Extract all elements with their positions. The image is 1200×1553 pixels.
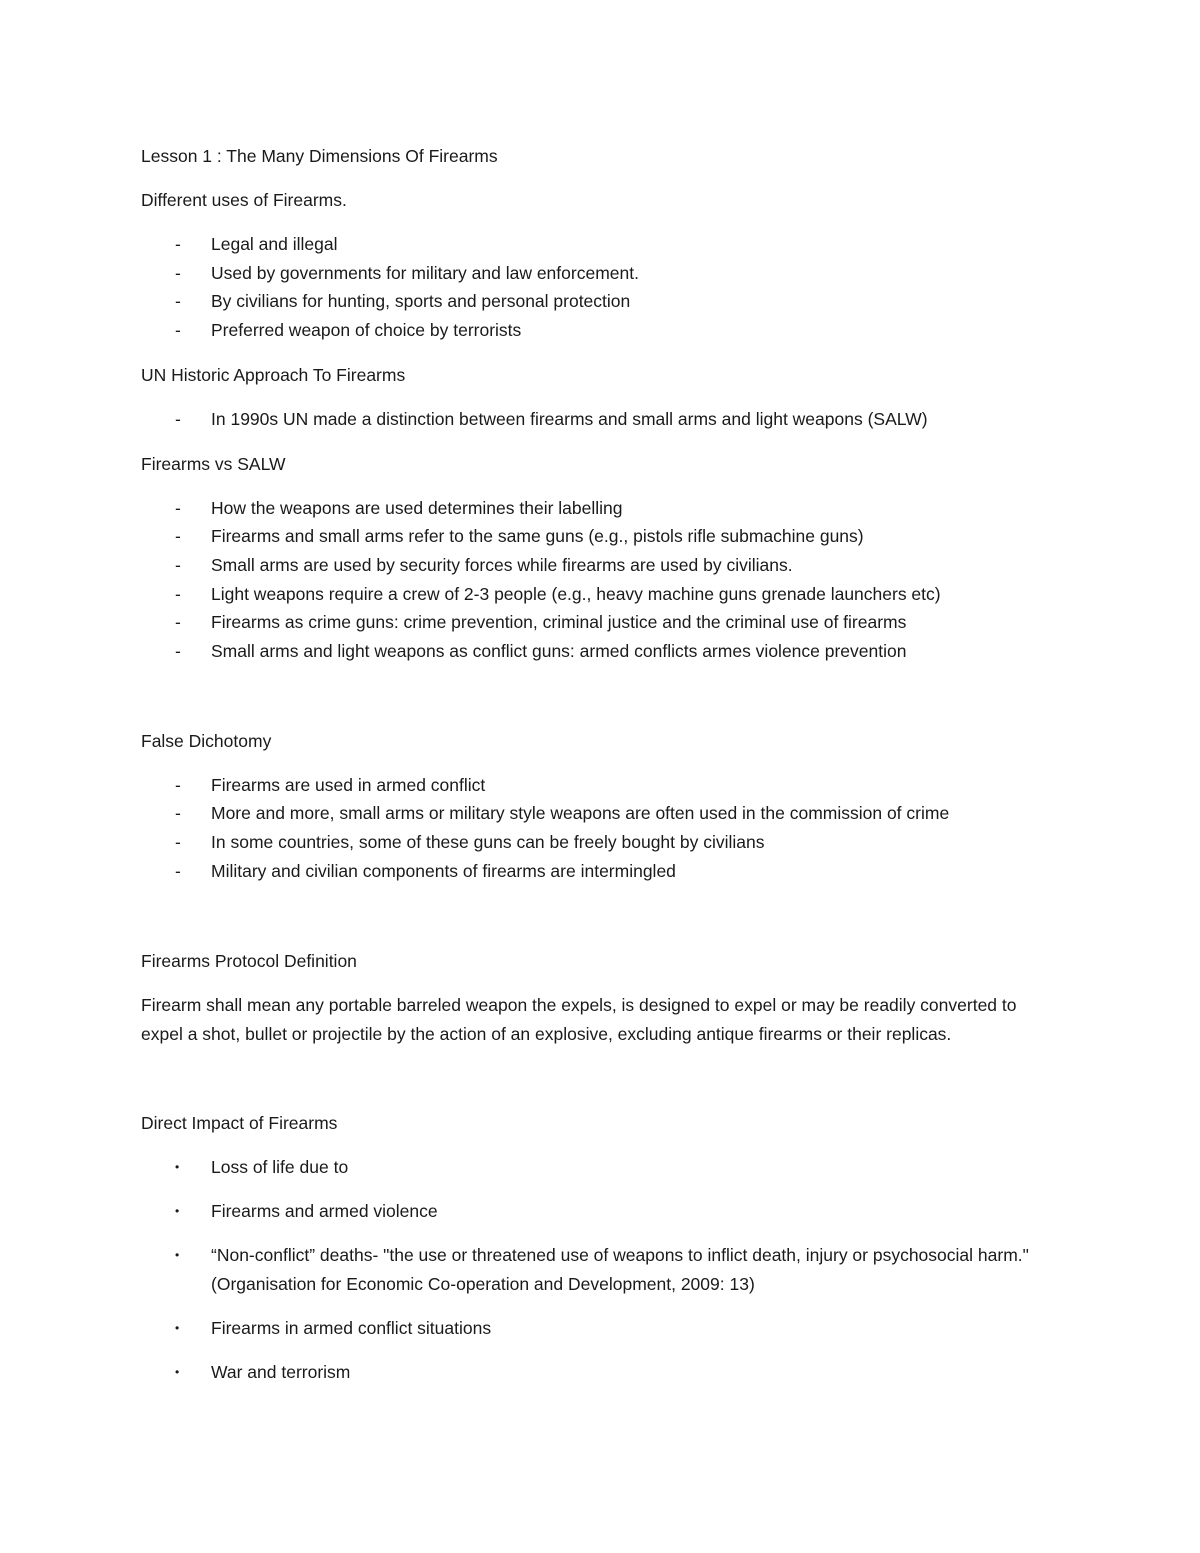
dash-marker: - bbox=[175, 803, 181, 824]
section-heading-dichotomy: False Dichotomy bbox=[141, 730, 272, 751]
blank-line bbox=[141, 1049, 1061, 1109]
protocol-definition-paragraph: Firearm shall mean any portable barreled weapon the expels, is designed to expel or may be readily converted to expel a shot, bullet or projectile by the action of an explosive, excluding antique firearms or their replicas. bbox=[141, 994, 1017, 1044]
bullet-marker: • bbox=[175, 1320, 180, 1335]
salw-list bbox=[141, 494, 1061, 666]
un-list bbox=[141, 405, 1061, 434]
list-item: - Firearms and small arms refer to the same guns (e.g., pistols rifle submachine guns) bbox=[141, 522, 1061, 551]
bullet-marker: • bbox=[175, 1159, 180, 1174]
blank-line bbox=[141, 902, 1061, 947]
list-item: - In some countries, some of these guns can be freely bought by civilians bbox=[141, 828, 1061, 857]
dash-marker: - bbox=[175, 262, 181, 283]
list-item: - Small arms are used by security forces while firearms are used by civilians. bbox=[141, 551, 1061, 580]
list-item: - Firearms as crime guns: crime prevention, criminal justice and the criminal use of firearms bbox=[141, 608, 1061, 637]
dash-marker: - bbox=[175, 612, 181, 633]
list-item: - How the weapons are used determines their labelling bbox=[141, 494, 1061, 523]
dash-marker: - bbox=[175, 554, 181, 575]
list-item: - Small arms and light weapons as conflict guns: armed conflicts armes violence prevention bbox=[141, 637, 1061, 666]
blank-line bbox=[141, 682, 1061, 727]
section-heading-protocol: Firearms Protocol Definition bbox=[141, 950, 357, 971]
section-heading-salw: Firearms vs SALW bbox=[141, 453, 286, 474]
dash-marker: - bbox=[175, 832, 181, 853]
list-item: - Firearms are used in armed conflict bbox=[141, 771, 1061, 800]
section-heading-uses: Different uses of Firearms. bbox=[141, 190, 347, 210]
dash-marker: - bbox=[175, 291, 181, 312]
section-heading-un: UN Historic Approach To Firearms bbox=[141, 364, 406, 385]
list-item: - Preferred weapon of choice by terrorists bbox=[141, 316, 1061, 345]
list-item: • War and terrorism bbox=[141, 1358, 1061, 1387]
list-item: - Military and civilian components of firearms are intermingled bbox=[141, 857, 1061, 886]
dash-marker: - bbox=[175, 526, 181, 547]
list-item: - By civilians for hunting, sports and personal protection bbox=[141, 287, 1061, 316]
dash-marker: - bbox=[175, 774, 181, 795]
dash-marker: - bbox=[175, 497, 181, 518]
dash-marker: - bbox=[175, 320, 181, 341]
document-content bbox=[141, 142, 1061, 1403]
list-item: - Light weapons require a crew of 2-3 people (e.g., heavy machine guns grenade launchers etc) bbox=[141, 580, 1061, 609]
bullet-marker: • bbox=[175, 1203, 180, 1218]
document-title: Lesson 1 : The Many Dimensions Of Firearms bbox=[141, 146, 498, 166]
dichotomy-list bbox=[141, 771, 1061, 886]
list-item: • “Non-conflict” deaths- "the use or threatened use of weapons to inflict death, injury or psychosocial harm." (Organisation for Economic Co-operation and Development, 2009: 13) bbox=[141, 1241, 1061, 1299]
uses-list bbox=[141, 230, 1061, 345]
dash-marker: - bbox=[175, 408, 181, 429]
list-item: - Legal and illegal bbox=[141, 230, 1061, 259]
dash-marker: - bbox=[175, 860, 181, 881]
impact-list bbox=[141, 1153, 1061, 1387]
bullet-marker: • bbox=[175, 1364, 180, 1379]
list-item: • Loss of life due to bbox=[141, 1153, 1061, 1182]
dash-marker: - bbox=[175, 234, 181, 254]
list-item: - Used by governments for military and law enforcement. bbox=[141, 259, 1061, 288]
list-item: - In 1990s UN made a distinction between firearms and small arms and light weapons (SALW) bbox=[141, 405, 1061, 434]
list-item: • Firearms in armed conflict situations bbox=[141, 1314, 1061, 1343]
list-item: • Firearms and armed violence bbox=[141, 1197, 1061, 1226]
bullet-marker: • bbox=[175, 1247, 180, 1262]
dash-marker: - bbox=[175, 641, 181, 662]
list-item: - More and more, small arms or military style weapons are often used in the commission of crime bbox=[141, 799, 1061, 828]
section-heading-impact: Direct Impact of Firearms bbox=[141, 1112, 338, 1133]
dash-marker: - bbox=[175, 583, 181, 604]
